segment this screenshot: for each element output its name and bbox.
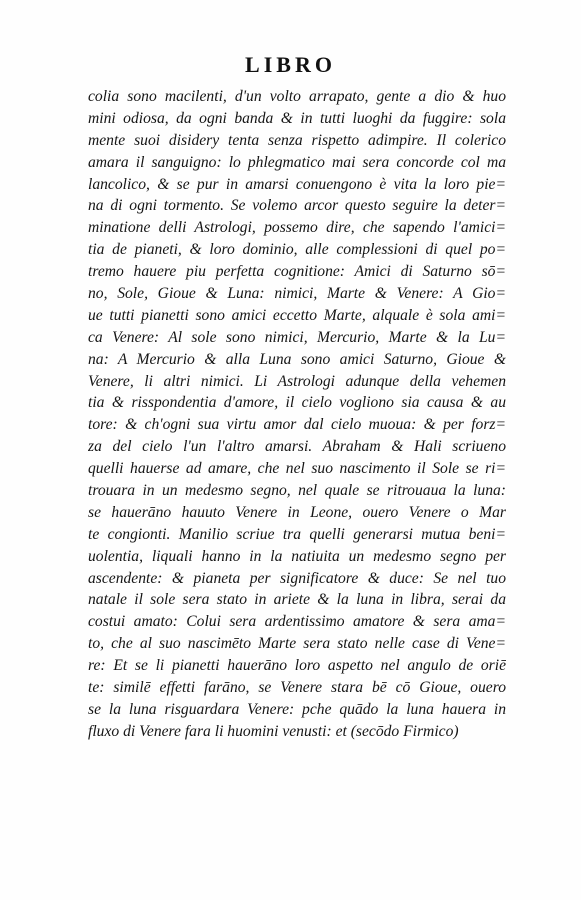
text-line: re: Et se li pianetti hauerāno loro aspetto nel angulo de oriē [88,657,506,675]
text-line: te congionti. Manilio scriue tra quelli generarsi mutua beni= [88,525,506,543]
text-line: Venere, li altri nimici. Li Astrologi adunque della vehemen [88,372,506,390]
text-line: no, Sole, Gioue & Luna: nimici, Marte & Venere: A Gio= [88,285,506,303]
text-line: minatione delli Astrologi, possemo dire, che sapendo l'amici= [88,219,506,237]
text-line: fluxo di Venere fara li huomini venusti: et (secōdo Firmico) [88,722,459,740]
text-line: na: A Mercurio & alla Luna sono amici Saturno, Gioue & [88,350,506,368]
text-line: ca Venere: Al sole sono nimici, Mercurio, Marte & la Lu= [88,328,506,346]
running-head: LIBRO [245,52,336,77]
text-line: se hauerāno hauuto Venere in Leone, ouero Venere o Mar [88,503,506,521]
text-line: tia & risspondentia d'amore, il cielo vogliono sia causa & au [88,394,506,412]
text-line: tore: & ch'ogni sua virtu amor dal cielo muoua: & per forz= [88,416,506,434]
text-line: se la luna risguardara Venere: pche quādo la luna hauera in [88,700,506,718]
text-line: quelli hauerse ad amare, che nel suo nascimento il Sole se ri= [88,460,506,478]
text-line: te: similē effetti farāno, se Venere stara bē cō Gioue, ouero [88,679,506,697]
text-line: tia de pianeti, & loro dominio, alle complessioni di quel po= [88,241,506,259]
text-line: lancolico, & se pur in amarsi conuengono è vita la loro pie= [88,175,506,193]
text-line: mini odiosa, da ogni banda & in tutti luoghi da fuggire: sola [88,109,506,127]
text-line: trouara in un medesmo segno, nel quale se ritrouaua la luna: [88,482,506,500]
text-line: mente suoi disidery tenta senza rispetto adimpire. Il colerico [88,131,506,149]
text-line: to, che al suo nascimēto Marte sera stato nelle case di Vene= [88,635,506,653]
text-line: ue tutti pianetti sono amici eccetto Marte, alquale è sola ami= [88,306,506,324]
text-line: za del cielo l'un l'altro amarsi. Abraham & Hali scriueno [88,438,506,456]
text-line: costui amato: Colui sera ardentissimo amatore & sera ama= [88,613,506,631]
text-line: natale il sole sera stato in ariete & la luna in libra, serai da [88,591,506,609]
text-line: tremo hauere piu perfetta cognitione: Amici di Saturno sō= [88,263,506,281]
text-line: na di ogni tormento. Se volemo arcor questo seguire la deter= [88,197,506,215]
text-line: ascendente: & pianeta per significatore & duce: Se nel tuo [88,569,506,587]
text-line: colia sono macilenti, d'un volto arrapato, gente a dio & huo [88,88,506,105]
text-line: amara il sanguigno: lo phlegmatico mai sera concorde col ma [88,153,506,171]
text-line: uolentia, liquali hanno in la natiuita un medesmo segno per [88,547,506,565]
body-text [88,86,506,743]
